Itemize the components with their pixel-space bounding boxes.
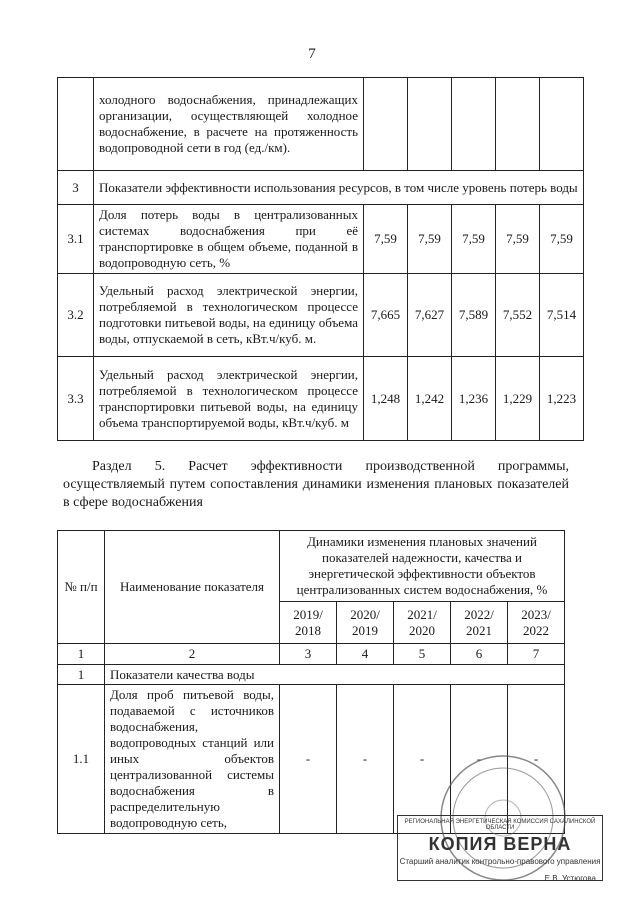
year-header: 2020/ 2019 xyxy=(337,602,394,644)
value-cell: - xyxy=(451,685,508,834)
value-cell: 7,627 xyxy=(408,274,452,357)
indicators-table-continued xyxy=(57,77,584,441)
col-number: 3 xyxy=(280,644,337,665)
value-cell xyxy=(540,78,584,171)
value-cell: - xyxy=(280,685,337,834)
year-header: 2021/ 2020 xyxy=(394,602,451,644)
value-cell: 7,665 xyxy=(364,274,408,357)
value-cell: 7,589 xyxy=(452,274,496,357)
value-cell: 1,223 xyxy=(540,357,584,441)
value-cell: 7,59 xyxy=(364,205,408,274)
table-header-row xyxy=(58,531,565,602)
value-cell: 7,514 xyxy=(540,274,584,357)
col-number: 5 xyxy=(394,644,451,665)
table-section-row xyxy=(58,171,584,205)
column-number-row xyxy=(58,644,565,665)
header-dynamics: Динамики изменения плановых значений показателей надежности, качества и энергетической эффективности объектов централизованных систем водоснабжения, % xyxy=(280,531,565,602)
value-cell: - xyxy=(508,685,565,834)
row-number xyxy=(58,78,94,171)
value-cell xyxy=(452,78,496,171)
row-number: 3.2 xyxy=(58,274,94,357)
page-number: 7 xyxy=(308,46,316,62)
row-number: 1 xyxy=(58,665,105,685)
table-section-row xyxy=(58,665,565,685)
row-number: 1.1 xyxy=(58,685,105,834)
value-cell: 7,59 xyxy=(408,205,452,274)
stamp-position: Старший аналитик контрольно-правового управления xyxy=(399,857,601,866)
stamp-signer: Е.В. Устюгова xyxy=(544,874,596,883)
section-5-title: Раздел 5. Расчет эффективности производственной программы, осуществляемый путем сопоставления динамики изменения плановых показателей в сфере водоснабжения xyxy=(63,459,569,510)
value-cell: 1,242 xyxy=(408,357,452,441)
section-name: Показатели качества воды xyxy=(105,665,565,685)
value-cell: 7,59 xyxy=(496,205,540,274)
value-cell xyxy=(496,78,540,171)
col-number: 1 xyxy=(58,644,105,665)
indicator-name: Удельный расход электрической энергии, потребляемой в технологическом процессе транспортировки питьевой воды, на единицу объема транспортируемой воды, кВт.ч/куб. м xyxy=(94,357,364,441)
col-number: 2 xyxy=(105,644,280,665)
year-header: 2023/ 2022 xyxy=(508,602,565,644)
row-number: 3.1 xyxy=(58,205,94,274)
value-cell: - xyxy=(394,685,451,834)
value-cell: 1,229 xyxy=(496,357,540,441)
stamp-copy-label: КОПИЯ ВЕРНА xyxy=(428,834,572,854)
value-cell: 7,59 xyxy=(540,205,584,274)
value-cell: 1,236 xyxy=(452,357,496,441)
row-number: 3.3 xyxy=(58,357,94,441)
stamp-org: РЕГИОНАЛЬНАЯ ЭНЕРГЕТИЧЕСКАЯ КОМИССИЯ САХАЛИНСКОЙ ОБЛАСТИ xyxy=(404,819,596,831)
indicator-name: Удельный расход электрической энергии, потребляемой в технологическом процессе подготовки питьевой воды, на единицу объема воды, отпускаемой в сеть, кВт.ч/куб. м. xyxy=(94,274,364,357)
value-cell: 7,552 xyxy=(496,274,540,357)
table-row xyxy=(58,274,584,357)
table-row xyxy=(58,357,584,441)
value-cell: - xyxy=(337,685,394,834)
certified-copy-stamp xyxy=(397,815,603,881)
header-number: № п/п xyxy=(58,531,105,644)
table-row xyxy=(58,78,584,171)
row-number: 3 xyxy=(58,171,94,205)
value-cell xyxy=(408,78,452,171)
year-header: 2022/ 2021 xyxy=(451,602,508,644)
section-name: Показатели эффективности использования ресурсов, в том числе уровень потерь воды xyxy=(94,171,584,205)
year-header: 2019/ 2018 xyxy=(280,602,337,644)
indicator-name: Доля проб питьевой воды, подаваемой с источников водоснабжения, водопроводных станций или иных объектов централизованной системы водоснабжения в распределительную водопроводную сеть, xyxy=(105,685,280,834)
value-cell: 7,59 xyxy=(452,205,496,274)
col-number: 6 xyxy=(451,644,508,665)
indicator-name: Доля потерь воды в централизованных системах водоснабжения при её транспортировке в общем объеме, поданной в водопроводную сеть, % xyxy=(94,205,364,274)
value-cell xyxy=(364,78,408,171)
col-number: 7 xyxy=(508,644,565,665)
value-cell: 1,248 xyxy=(364,357,408,441)
header-indicator-name: Наименование показателя xyxy=(105,531,280,644)
col-number: 4 xyxy=(337,644,394,665)
table-row xyxy=(58,205,584,274)
indicator-name: холодного водоснабжения, принадлежащих организации, осуществляющей холодное водоснабжение, в расчете на протяженность водопроводной сети в год (ед./км). xyxy=(94,78,364,171)
